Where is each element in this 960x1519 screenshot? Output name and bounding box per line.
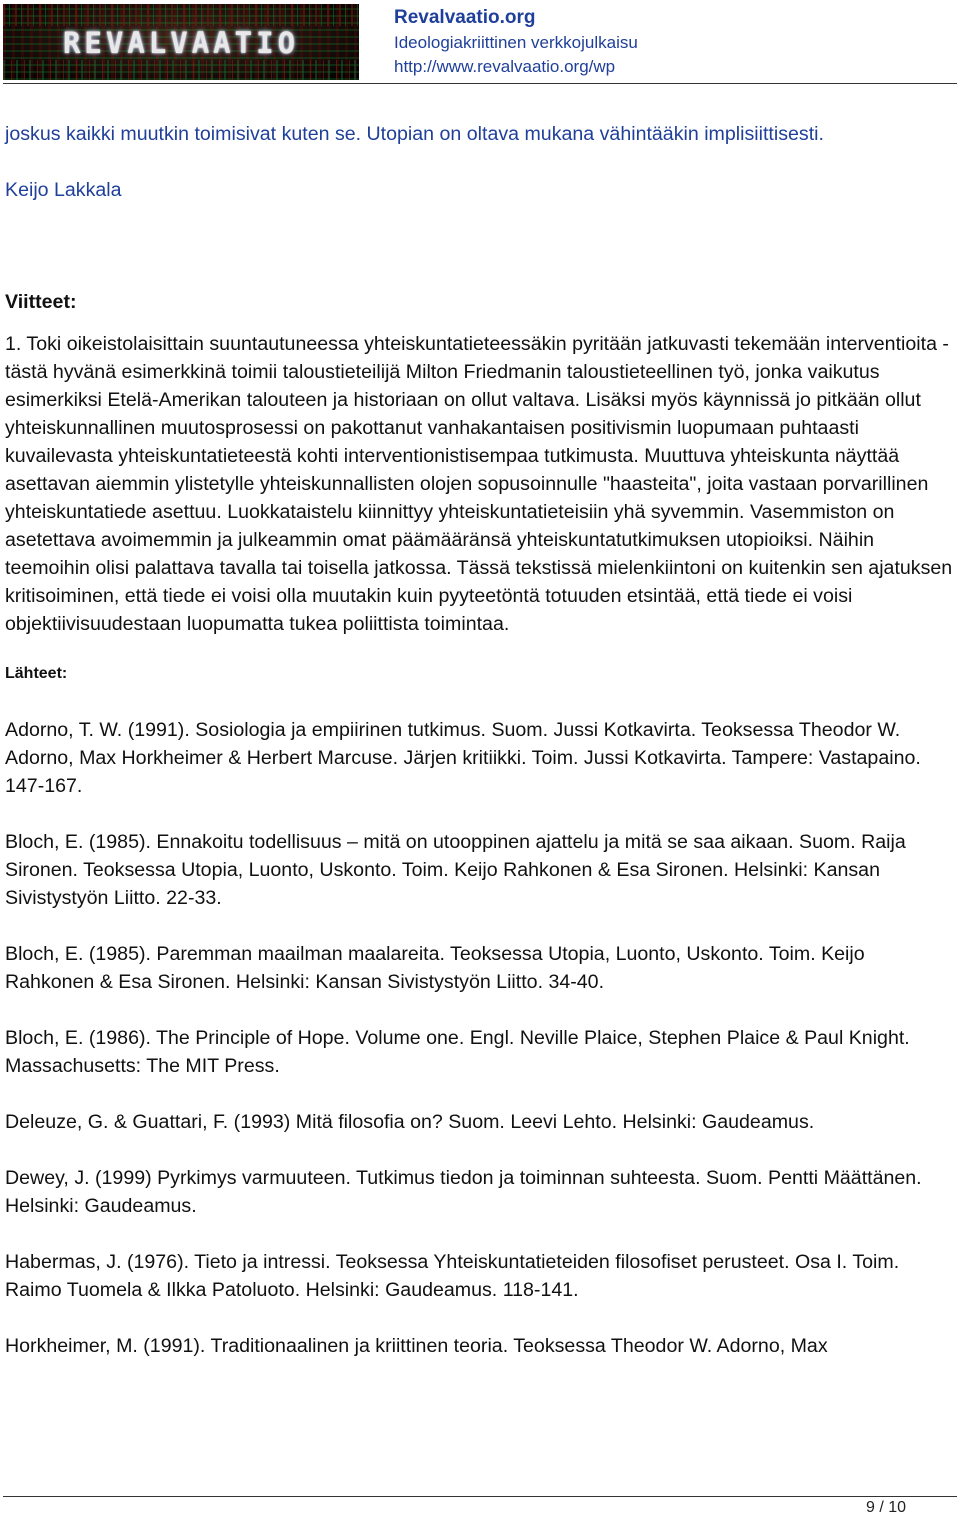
intro-text: joskus kaikki muutkin toimisivat kuten se. Utopian on oltava mukana vähintääkin implisiittisesti.: [5, 123, 824, 145]
source-item: Deleuze, G. & Guattari, F. (1993) Mitä filosofia on? Suom. Leevi Lehto. Helsinki: Gaudeamus.: [5, 1111, 815, 1133]
header-divider: [3, 83, 957, 84]
source-item: Habermas, J. (1976). Tieto ja intressi. Teoksessa Yhteiskuntatieteiden filosofiset perusteet. Osa I. Toim. Raimo Tuomela & Ilkka Patoluoto. Helsinki: Gaudeamus. 118-141.: [5, 1251, 900, 1301]
page-header: [0, 0, 960, 86]
footer-divider: [3, 1496, 957, 1497]
site-url-link[interactable]: http://www.revalvaatio.org/wp: [394, 57, 616, 76]
page-number: 9 / 10: [866, 1499, 907, 1516]
logo-wordmark: REVALVAATIO: [62, 26, 300, 60]
article-content: [5, 120, 955, 1388]
source-item: Bloch, E. (1986). The Principle of Hope. Volume one. Engl. Neville Plaice, Stephen Plaice & Paul Knight. Massachusetts: The MIT Press.: [5, 1027, 910, 1077]
site-logo[interactable]: [3, 4, 359, 80]
site-subtitle: Ideologiakriittinen verkkojulkaisu: [394, 33, 638, 52]
references-heading: Viitteet:: [5, 291, 77, 313]
site-info: [394, 6, 638, 79]
sources-list: [5, 716, 955, 1360]
source-item: Dewey, J. (1999) Pyrkimys varmuuteen. Tutkimus tiedon ja toiminnan suhteesta. Suom. Pentti Määttänen. Helsinki: Gaudeamus.: [5, 1167, 922, 1217]
source-item: Bloch, E. (1985). Paremman maailman maalareita. Teoksessa Utopia, Luonto, Uskonto. Toim. Keijo Rahkonen & Esa Sironen. Helsinki: Kansan Sivistystyön Liitto. 34-40.: [5, 943, 865, 993]
source-item: Adorno, T. W. (1991). Sosiologia ja empiirinen tutkimus. Suom. Jussi Kotkavirta. Teoksessa Theodor W. Adorno, Max Horkheimer & Herbert Marcuse. Järjen kritiikki. Toim. Jussi Kotkavirta. Tampere: Vastapaino. 147-167.: [5, 719, 921, 797]
author-name: Keijo Lakkala: [5, 179, 122, 201]
sources-heading: Lähteet:: [5, 665, 68, 682]
source-item: Horkheimer, M. (1991). Traditionaalinen ja kriittinen teoria. Teoksessa Theodor W. Adorno, Max: [5, 1335, 828, 1357]
source-item: Bloch, E. (1985). Ennakoitu todellisuus – mitä on utooppinen ajattelu ja mitä se saa aikaan. Suom. Raija Sironen. Teoksessa Utopia, Luonto, Uskonto. Toim. Keijo Rahkonen & Esa Sironen. Helsinki: Kansan Sivistystyön Liitto. 22-33.: [5, 831, 906, 909]
logo-texture: [3, 4, 359, 26]
site-name[interactable]: Revalvaatio.org: [394, 7, 536, 28]
logo-texture-bottom: [3, 60, 359, 80]
footnote-1: 1. Toki oikeistolaisittain suuntautuneessa yhteiskuntatieteessäkin pyritään jatkuvasti tekemään interventioita - tästä hyvänä esimerkkinä toimii taloustieteilijä Milton Friedmanin taloustieteellinen työ, jonka vaikutus esimerkiksi Etelä-Amerikan talouteen ja historiaan on ollut valtava. Lisäksi myös käynnissä jo pitkään ollut yhteiskunnallinen muutosprosessi on pakottanut vanhakantaisen positivismin luopumaan puhtaasti kuvailevasta yhteiskuntatieteestä kohti interventionistisempaa tutkimusta. Muuttuva yhteiskunta näyttää asettavan aiemmin ylistetylle yhteiskunnallisten olojen sopusoinnulle "haasteita", joita vastaan porvarillinen yhteiskuntatiede asettuu. Luokkataistelu kiinnittyy yhteiskuntatieteisiin yhä syvemmin. Vasemmiston on asetettava avoimemmin ja julkeammin omat päämääränsä yhteiskuntatutkimuksen utopioiksi. Näihin teemoihin olisi palattava tavalla tai toisella jatkossa. Tässä tekstissä mielenkiintoni on kuitenkin sen ajatuksen kritisoiminen, että tiede ei voisi olla muutakin kuin pyyteetöntä totuuden etsintää, että tiede ei voisi objektiivisuudestaan luopumatta tukea poliittista toimintaa.: [5, 333, 953, 635]
